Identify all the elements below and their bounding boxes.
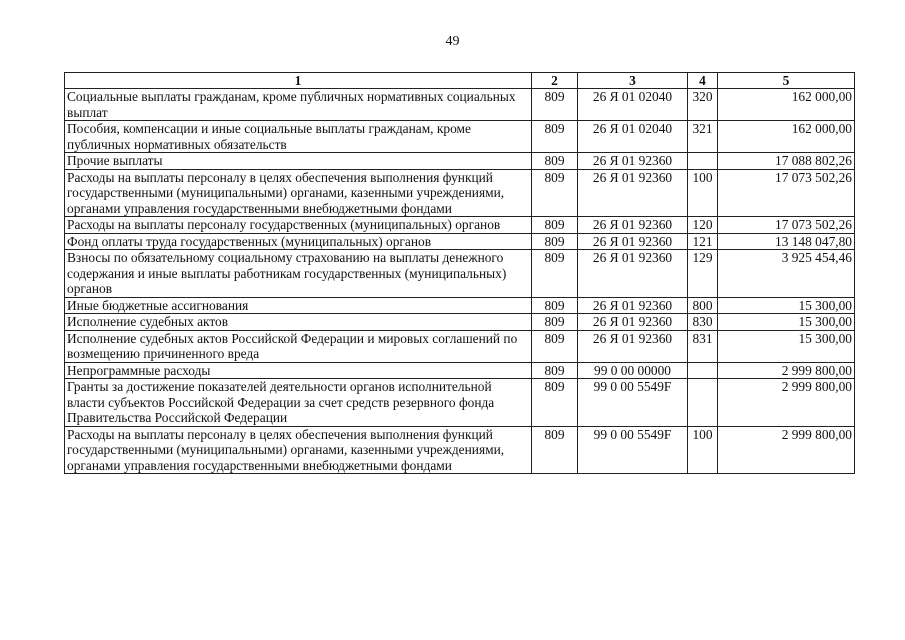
row-name: Непрограммные расходы xyxy=(65,362,532,379)
row-ved: 809 xyxy=(532,330,578,362)
row-sum: 3 925 454,46 xyxy=(718,250,855,298)
header-col-1: 1 xyxy=(65,73,532,89)
row-sum: 15 300,00 xyxy=(718,330,855,362)
row-ved: 809 xyxy=(532,233,578,250)
row-name: Расходы на выплаты персоналу государственных (муниципальных) органов xyxy=(65,217,532,234)
table-row xyxy=(65,233,855,250)
row-ved: 809 xyxy=(532,121,578,153)
row-csr: 26 Я 01 92360 xyxy=(578,233,688,250)
table-row xyxy=(65,314,855,331)
row-csr: 26 Я 01 92360 xyxy=(578,297,688,314)
header-col-2: 2 xyxy=(532,73,578,89)
row-name: Гранты за достижение показателей деятельности органов исполнительной власти субъектов Российской Федерации за счет средств резервного фонда Правительства Российской Федерации xyxy=(65,379,532,427)
row-vr: 320 xyxy=(688,89,718,121)
row-vr xyxy=(688,153,718,170)
page-number: 49 xyxy=(445,34,460,49)
row-sum: 15 300,00 xyxy=(718,314,855,331)
row-sum: 13 148 047,80 xyxy=(718,233,855,250)
row-vr: 800 xyxy=(688,297,718,314)
row-csr: 26 Я 01 92360 xyxy=(578,217,688,234)
table-row xyxy=(65,250,855,298)
row-vr: 121 xyxy=(688,233,718,250)
table-row xyxy=(65,362,855,379)
row-sum: 2 999 800,00 xyxy=(718,362,855,379)
row-vr: 129 xyxy=(688,250,718,298)
row-name: Фонд оплаты труда государственных (муниципальных) органов xyxy=(65,233,532,250)
row-ved: 809 xyxy=(532,379,578,427)
row-csr: 26 Я 01 02040 xyxy=(578,121,688,153)
row-ved: 809 xyxy=(532,250,578,298)
table-row xyxy=(65,426,855,474)
row-vr: 100 xyxy=(688,169,718,217)
row-vr xyxy=(688,379,718,427)
table-row xyxy=(65,379,855,427)
row-csr: 26 Я 01 92360 xyxy=(578,250,688,298)
budget-table xyxy=(64,72,855,474)
table-row xyxy=(65,330,855,362)
row-csr: 26 Я 01 92360 xyxy=(578,314,688,331)
row-sum: 17 073 502,26 xyxy=(718,217,855,234)
row-ved: 809 xyxy=(532,89,578,121)
row-name: Расходы на выплаты персоналу в целях обеспечения выполнения функций государственными (муниципальными) органами, казенными учреждениями, органами управления государственными внебюджетными фондами xyxy=(65,169,532,217)
row-ved: 809 xyxy=(532,169,578,217)
header-row xyxy=(65,73,855,89)
row-vr xyxy=(688,362,718,379)
row-name: Исполнение судебных актов xyxy=(65,314,532,331)
table-row xyxy=(65,153,855,170)
row-vr: 120 xyxy=(688,217,718,234)
row-ved: 809 xyxy=(532,314,578,331)
table-row xyxy=(65,217,855,234)
row-sum: 15 300,00 xyxy=(718,297,855,314)
header-col-4: 4 xyxy=(688,73,718,89)
row-csr: 99 0 00 5549F xyxy=(578,379,688,427)
row-sum: 2 999 800,00 xyxy=(718,379,855,427)
row-sum: 17 088 802,26 xyxy=(718,153,855,170)
table-row xyxy=(65,297,855,314)
row-ved: 809 xyxy=(532,297,578,314)
row-name: Иные бюджетные ассигнования xyxy=(65,297,532,314)
row-csr: 99 0 00 5549F xyxy=(578,426,688,474)
row-ved: 809 xyxy=(532,426,578,474)
row-vr: 830 xyxy=(688,314,718,331)
table-row xyxy=(65,121,855,153)
row-vr: 831 xyxy=(688,330,718,362)
row-name: Пособия, компенсации и иные социальные выплаты гражданам, кроме публичных нормативных обязательств xyxy=(65,121,532,153)
row-csr: 99 0 00 00000 xyxy=(578,362,688,379)
row-ved: 809 xyxy=(532,362,578,379)
row-sum: 162 000,00 xyxy=(718,121,855,153)
row-sum: 2 999 800,00 xyxy=(718,426,855,474)
row-ved: 809 xyxy=(532,217,578,234)
row-vr: 100 xyxy=(688,426,718,474)
row-name: Исполнение судебных актов Российской Федерации и мировых соглашений по возмещению причиненного вреда xyxy=(65,330,532,362)
row-name: Социальные выплаты гражданам, кроме публичных нормативных социальных выплат xyxy=(65,89,532,121)
row-name: Прочие выплаты xyxy=(65,153,532,170)
row-csr: 26 Я 01 02040 xyxy=(578,89,688,121)
row-csr: 26 Я 01 92360 xyxy=(578,330,688,362)
table-row xyxy=(65,89,855,121)
row-ved: 809 xyxy=(532,153,578,170)
row-csr: 26 Я 01 92360 xyxy=(578,169,688,217)
row-sum: 162 000,00 xyxy=(718,89,855,121)
row-name: Взносы по обязательному социальному страхованию на выплаты денежного содержания и иные выплаты работникам государственных (муниципальных) органов xyxy=(65,250,532,298)
header-col-3: 3 xyxy=(578,73,688,89)
row-sum: 17 073 502,26 xyxy=(718,169,855,217)
table-row xyxy=(65,169,855,217)
header-col-5: 5 xyxy=(718,73,855,89)
row-csr: 26 Я 01 92360 xyxy=(578,153,688,170)
row-vr: 321 xyxy=(688,121,718,153)
row-name: Расходы на выплаты персоналу в целях обеспечения выполнения функций государственными (муниципальными) органами, казенными учреждениями, органами управления государственными внебюджетными фондами xyxy=(65,426,532,474)
